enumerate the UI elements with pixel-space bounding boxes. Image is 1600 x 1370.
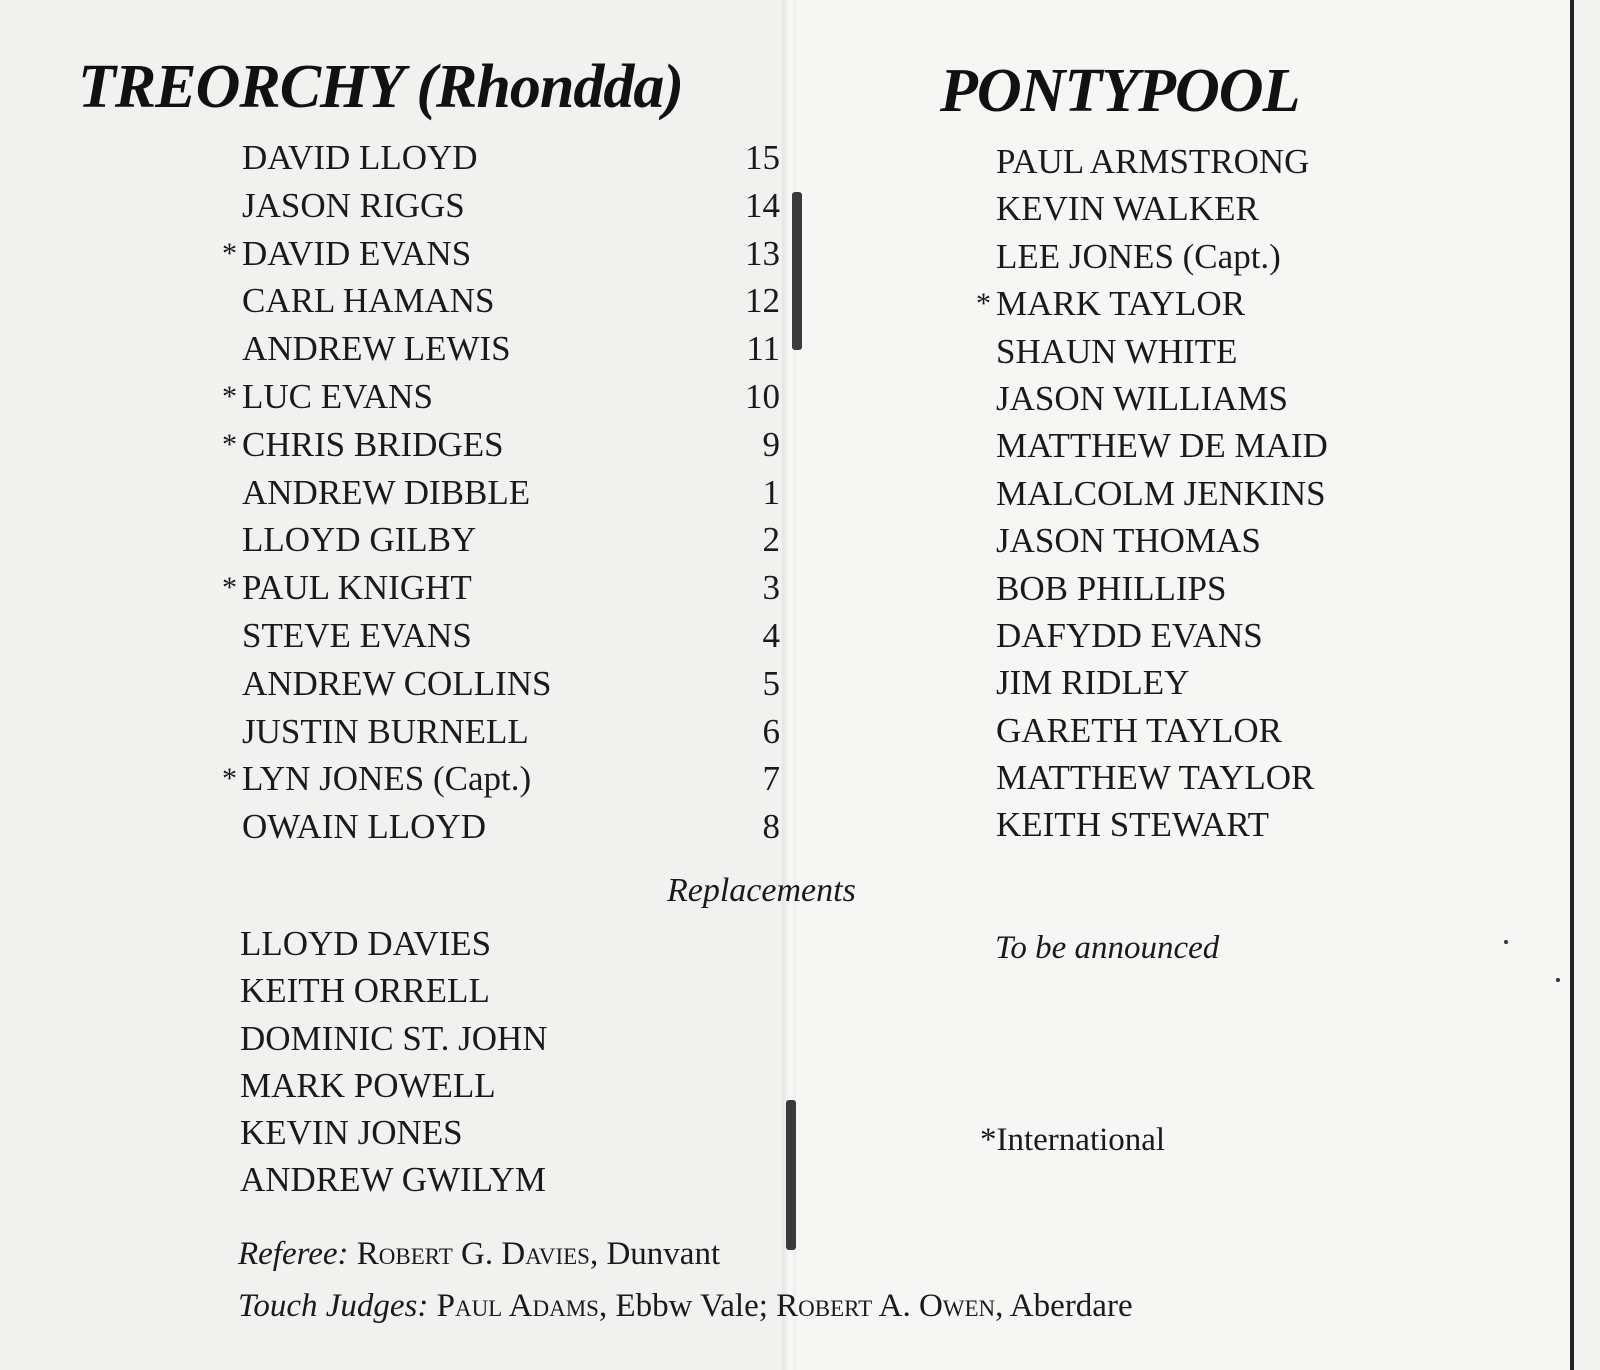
player-position-number: 2 [762, 520, 780, 560]
touch-judge-2-club: , Aberdare [995, 1288, 1133, 1324]
player-name: ANDREW COLLINS [242, 663, 552, 703]
international-marker: * [222, 236, 237, 270]
player-position-number: 5 [762, 663, 780, 703]
player-position-number: 10 [745, 376, 780, 416]
touch-judge-1-club: , Ebbw Vale; [598, 1288, 777, 1324]
player-position-number: 11 [746, 329, 780, 369]
replacement-player: KEITH ORRELL [240, 971, 490, 1011]
player-name: LUC EVANS [242, 376, 433, 416]
player-row [242, 469, 780, 517]
player-name: KEITH STEWART [996, 805, 1269, 845]
international-marker: * [222, 379, 237, 413]
home-team-title: TREORCHY (Rhondda) [78, 53, 683, 121]
player-row [242, 612, 780, 660]
touch-judges-line [238, 1280, 1133, 1332]
home-team-roster [222, 134, 780, 851]
player-name: ANDREW DIBBLE [242, 472, 531, 512]
player-row [996, 233, 1516, 280]
player-row [996, 659, 1516, 706]
player-name: OWAIN LLOYD [242, 807, 486, 847]
player-row [242, 277, 780, 325]
international-marker: * [222, 762, 237, 796]
player-name: JUSTIN BURNELL [242, 711, 529, 751]
replacement-player: LLOYD DAVIES [240, 924, 492, 963]
referee-name: Robert G. Davies [356, 1236, 590, 1272]
player-name: BOB PHILLIPS [996, 568, 1227, 608]
player-name: PAUL KNIGHT [242, 568, 472, 608]
international-marker: * [222, 427, 237, 461]
player-row [222, 230, 780, 278]
player-position-number: 13 [745, 233, 780, 273]
player-name: LEE JONES (Capt.) [996, 236, 1281, 276]
replacements-heading: Replacements [667, 872, 856, 909]
player-name: DAFYDD EVANS [996, 615, 1263, 655]
player-row [222, 755, 780, 803]
player-row [996, 328, 1516, 375]
player-row [996, 612, 1516, 659]
player-row [242, 182, 780, 230]
player-name: DAVID EVANS [242, 233, 472, 273]
player-row [996, 517, 1516, 564]
match-officials [238, 1228, 1133, 1332]
player-row [242, 325, 780, 373]
away-replacements-note: To be announced [995, 930, 1220, 966]
player-name: MARK TAYLOR [996, 284, 1246, 324]
international-marker: * [976, 287, 991, 321]
player-name: ANDREW LEWIS [242, 329, 511, 369]
player-row [222, 421, 780, 469]
replacement-player: MARK POWELL [240, 1065, 496, 1105]
player-name: CHRIS BRIDGES [242, 424, 504, 464]
home-replacements-list [240, 920, 548, 1204]
player-position-number: 4 [762, 615, 780, 655]
player-name: MALCOLM JENKINS [996, 473, 1326, 513]
replacement-player: DOMINIC ST. JOHN [240, 1018, 548, 1058]
player-name: JIM RIDLEY [996, 663, 1190, 703]
international-marker: * [222, 571, 237, 605]
player-row [996, 801, 1516, 848]
player-name: KEVIN WALKER [996, 189, 1259, 229]
player-row [242, 708, 780, 756]
player-row [996, 470, 1516, 517]
player-row [996, 565, 1516, 612]
touch-judge-1-name: Paul Adams [436, 1288, 599, 1324]
player-row [222, 564, 780, 612]
print-speck [1556, 978, 1560, 982]
player-row [996, 707, 1516, 754]
player-position-number: 7 [762, 759, 780, 799]
player-row [242, 516, 780, 564]
away-team-roster [976, 138, 1516, 849]
player-row [996, 375, 1516, 422]
player-position-number: 9 [762, 424, 780, 464]
player-name: JASON RIGGS [242, 185, 465, 225]
replacement-player: KEVIN JONES [240, 1113, 463, 1153]
player-row [996, 138, 1516, 185]
player-name: LLOYD GILBY [242, 520, 477, 560]
player-position-number: 14 [745, 185, 780, 225]
player-row [976, 280, 1516, 327]
referee-label: Referee: [238, 1236, 349, 1272]
player-name: JASON THOMAS [996, 521, 1261, 561]
print-speck [1504, 940, 1508, 944]
international-footnote: *International [980, 1122, 1166, 1158]
away-team-title: PONTYPOOL [940, 57, 1300, 125]
player-position-number: 1 [762, 472, 780, 512]
player-name: GARETH TAYLOR [996, 710, 1282, 750]
player-row [222, 373, 780, 421]
player-name: PAUL ARMSTRONG [996, 142, 1310, 181]
replacement-player: ANDREW GWILYM [240, 1160, 546, 1200]
player-name: DAVID LLOYD [242, 138, 478, 177]
player-name: MATTHEW DE MAID [996, 426, 1328, 466]
player-name: JASON WILLIAMS [996, 378, 1288, 418]
player-position-number: 15 [745, 138, 780, 177]
player-position-number: 3 [762, 568, 780, 608]
touch-judge-2-name: Robert A. Owen [776, 1288, 996, 1324]
player-position-number: 6 [762, 711, 780, 751]
player-row [996, 185, 1516, 232]
player-row [242, 134, 780, 182]
player-name: MATTHEW TAYLOR [996, 758, 1315, 798]
player-row [242, 803, 780, 851]
touch-judges-label: Touch Judges: [238, 1288, 429, 1324]
referee-club: , Dunvant [589, 1236, 721, 1272]
player-position-number: 8 [762, 807, 780, 847]
player-position-number: 12 [745, 281, 780, 321]
player-row [996, 422, 1516, 469]
referee-line [238, 1228, 1133, 1280]
player-name: LYN JONES (Capt.) [242, 759, 532, 799]
player-row [996, 754, 1516, 801]
player-name: STEVE EVANS [242, 615, 472, 655]
player-row [242, 660, 780, 708]
staple-top [792, 192, 802, 350]
player-name: SHAUN WHITE [996, 331, 1238, 371]
player-name: CARL HAMANS [242, 281, 495, 321]
